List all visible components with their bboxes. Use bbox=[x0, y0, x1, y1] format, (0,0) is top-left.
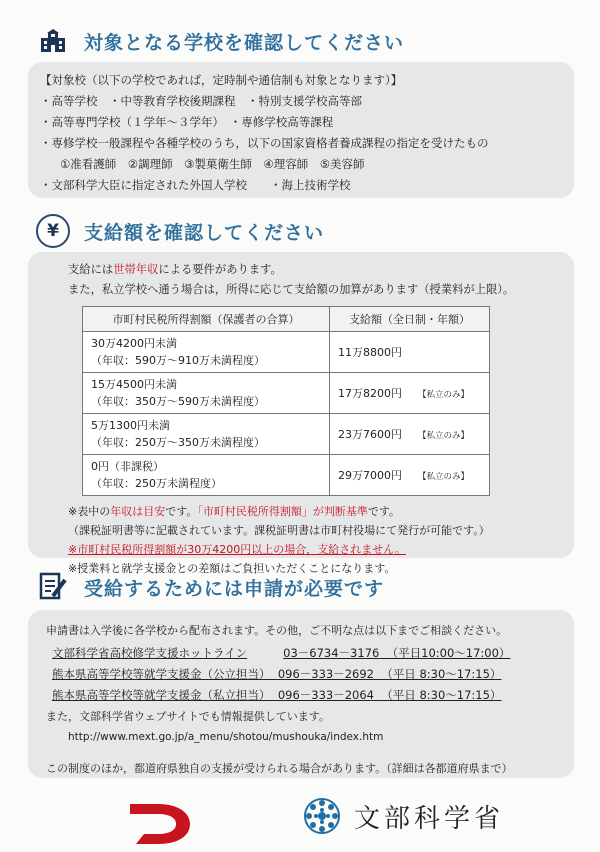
table-row bbox=[83, 455, 490, 496]
highlight-text: 世帯年収 bbox=[113, 263, 159, 276]
contact-item bbox=[52, 643, 556, 664]
intro-line bbox=[68, 260, 534, 280]
eligible-line: ・高等学校 ・中等教育学校後期課程 ・特別支援学校高等部 bbox=[40, 94, 362, 108]
intro-line: また，私立学校へ通う場合は，所得に応じて支給額の加算があります（授業料が上限）。 bbox=[68, 283, 515, 296]
contact-item bbox=[52, 664, 556, 685]
eligible-line: ・専修学校一般課程や各種学校のうち，以下の国家資格者養成課程の指定を受けたもの bbox=[40, 136, 489, 150]
contact-item bbox=[52, 685, 556, 706]
income-limit: 15万4500円未満 bbox=[91, 378, 177, 391]
note-line: ※授業料と就学支援金との差額はご負担いただくことになります。 bbox=[68, 562, 396, 575]
note-line: （課税証明書等に記載されています。課税証明書は市町村役場にて発行が可能です。） bbox=[68, 524, 490, 537]
table-row bbox=[83, 414, 490, 455]
mext-name: 文部科学省 bbox=[354, 803, 505, 834]
footer-note: この制度のほか，都道府県独自の支援が受けられる場合があります。（詳細は各都道府県まで） bbox=[46, 762, 513, 775]
contact-name: 熊本県高等学校等就学支援金（公立担当） bbox=[52, 667, 271, 681]
text: ※表中の bbox=[68, 505, 111, 518]
amount-value: 11万8800円 bbox=[338, 346, 402, 359]
yen-coin-icon: ¥ bbox=[36, 214, 70, 248]
contact-phone: 096－333－2692 bbox=[277, 667, 374, 681]
application-panel bbox=[28, 610, 574, 778]
section-header-amount bbox=[36, 214, 324, 248]
mext-emblem-icon bbox=[302, 796, 342, 836]
amount-table bbox=[82, 306, 490, 496]
eligible-schools-panel bbox=[28, 62, 574, 198]
income-cell bbox=[83, 414, 330, 455]
table-header-row bbox=[83, 307, 490, 332]
amount-panel bbox=[28, 252, 574, 575]
contact-hours: （平日 8:30～17:15） bbox=[381, 667, 502, 681]
eligible-line: ・文部科学大臣に指定された外国人学校 ・海上技術学校 bbox=[40, 178, 351, 192]
text: による要件があります。 bbox=[158, 263, 282, 276]
income-cell bbox=[83, 332, 330, 373]
website-link[interactable]: http://www.mext.go.jp/a_menu/shotou/mushouka/index.htm bbox=[68, 731, 384, 743]
income-limit: 30万4200円未満 bbox=[91, 337, 177, 350]
intro-line: 申請書は入学後に各学校から配布されます。その他，ご不明な点は以下までご相談ください。 bbox=[46, 624, 508, 637]
web-info: また，文部科学省ウェブサイトでも情報提供しています。 bbox=[46, 710, 330, 723]
section-title: 支給額を確認してください bbox=[84, 221, 325, 244]
income-range: （年収：250万～350万未満程度） bbox=[91, 436, 265, 449]
note-line bbox=[68, 502, 534, 521]
column-header: 市町村民税所得割額（保護者の合算） bbox=[83, 307, 330, 332]
income-limit: 5万1300円未満 bbox=[91, 419, 170, 432]
document-pen-icon bbox=[36, 570, 70, 604]
notes bbox=[68, 502, 534, 578]
school-building-icon bbox=[36, 24, 70, 58]
text: 支給には bbox=[68, 263, 114, 276]
income-range: （年収：250万未満程度） bbox=[91, 477, 222, 490]
section-title: 対象となる学校を確認してください bbox=[84, 31, 405, 54]
contact-name: 文部科学省高校修学支援ホットライン bbox=[52, 646, 248, 660]
amount-cell bbox=[330, 332, 490, 373]
contact-phone: 03－6734－3176 bbox=[283, 646, 380, 660]
contact-name: 熊本県高等学校等就学支援金（私立担当） bbox=[52, 688, 271, 702]
private-only-tag: 【私立のみ】 bbox=[418, 431, 470, 441]
amount-cell bbox=[330, 373, 490, 414]
column-header: 支給額（全日制・年額） bbox=[330, 307, 490, 332]
section-header-schools bbox=[36, 24, 404, 58]
contact-hours: （平日10:00～17:00） bbox=[386, 646, 511, 660]
private-only-tag: 【私立のみ】 bbox=[418, 390, 470, 400]
private-only-tag: 【私立のみ】 bbox=[418, 472, 470, 482]
contact-phone: 096－333－2064 bbox=[277, 688, 374, 702]
mext-logo bbox=[302, 796, 504, 836]
amount-value: 29万7000円 bbox=[338, 469, 402, 482]
amount-value: 23万7600円 bbox=[338, 428, 402, 441]
table-row bbox=[83, 332, 490, 373]
table-row bbox=[83, 373, 490, 414]
text: です。 bbox=[165, 505, 198, 518]
warning-note: ※市町村民税所得割額が30万4200円以上の場合，支給されません。 bbox=[68, 543, 406, 556]
income-cell bbox=[83, 373, 330, 414]
amount-value: 17万8200円 bbox=[338, 387, 402, 400]
highlight-text: 年収は目安 bbox=[110, 505, 166, 518]
contact-list bbox=[46, 643, 556, 706]
text: です。 bbox=[367, 505, 400, 518]
income-range: （年収：350万～590万未満程度） bbox=[91, 395, 265, 408]
highlight-text: 「市町村民税所得割額」が判断基準 bbox=[197, 505, 368, 518]
income-range: （年収：590万～910万未満程度） bbox=[91, 354, 265, 367]
eligible-line: ①准看護師 ②調理師 ③製菓衛生師 ④理容師 ⑤美容師 bbox=[60, 157, 365, 171]
income-cell bbox=[83, 455, 330, 496]
eligible-heading: 【対象校（以下の学校であれば，定時制や通信制も対象となります）】 bbox=[40, 73, 403, 87]
income-limit: 0円（非課税） bbox=[91, 460, 164, 473]
section-header-application bbox=[36, 570, 384, 604]
section-title: 受給するためには申請が必要です bbox=[84, 577, 385, 600]
contact-hours: （平日 8:30～17:15） bbox=[381, 688, 502, 702]
partner-logo bbox=[128, 800, 192, 848]
eligible-line: ・高等専門学校（１学年～３学年） ・専修学校高等課程 bbox=[40, 115, 334, 129]
amount-cell bbox=[330, 414, 490, 455]
amount-cell bbox=[330, 455, 490, 496]
